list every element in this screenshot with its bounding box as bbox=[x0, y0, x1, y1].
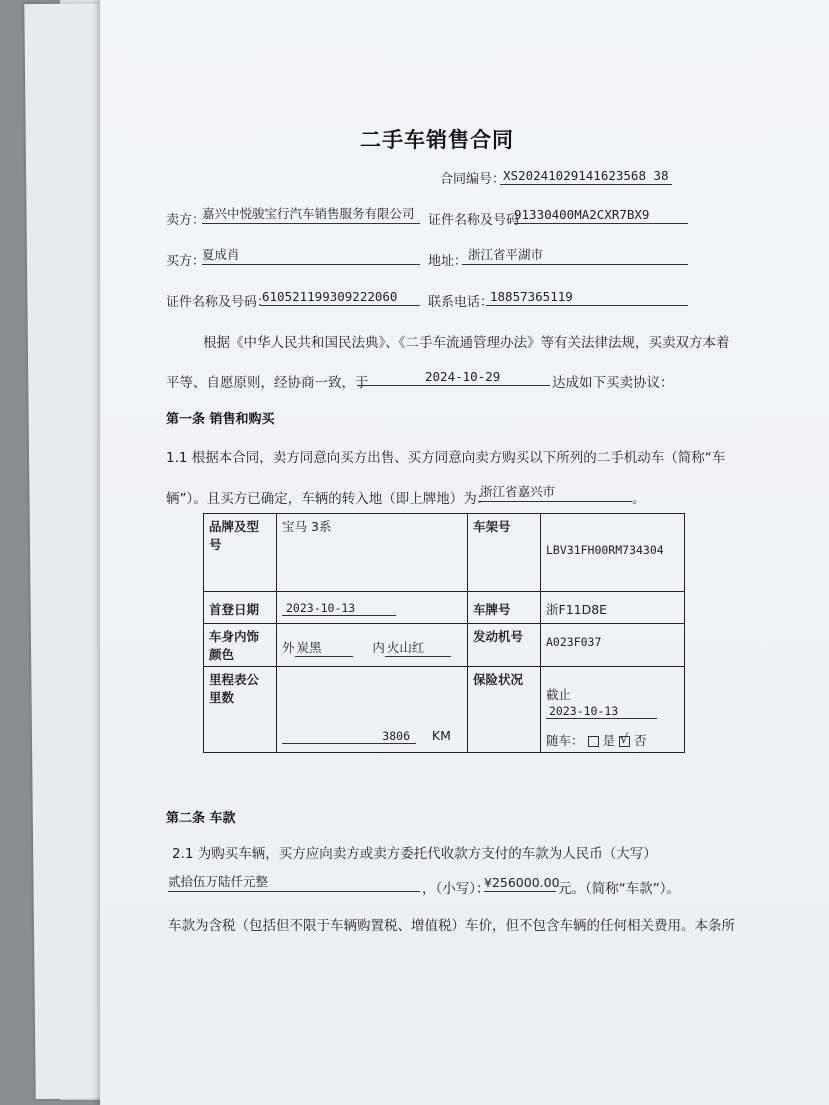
address-label: 地址： bbox=[428, 254, 468, 269]
mileage-cell bbox=[277, 667, 468, 753]
engine-cell bbox=[541, 624, 685, 667]
insurance-prefix: 截止 bbox=[546, 687, 572, 702]
engine-label-cell bbox=[468, 624, 541, 667]
amount-words-value: 贰拾伍万陆仟元整 bbox=[168, 874, 269, 889]
vin-value: LBV31FH00RM734304 bbox=[546, 543, 664, 557]
transfer-place-value: 浙江省嘉兴市 bbox=[480, 484, 556, 499]
vehicle-info-table bbox=[203, 513, 685, 753]
brand-value: 宝马 3系 bbox=[282, 519, 332, 534]
article-1-para-1: 1.1 根据本合同，卖方同意向买方出售、买方同意向卖方购买以下所列的二手机动车（简称“车 bbox=[166, 450, 726, 466]
buyer-field bbox=[202, 246, 420, 265]
buyer-value: 夏成肖 bbox=[202, 247, 240, 262]
mileage-unit: KM bbox=[431, 728, 451, 743]
address-value: 浙江省平湖市 bbox=[468, 247, 544, 262]
document-title: 二手车销售合同 bbox=[360, 128, 514, 152]
seller-cert-field bbox=[514, 205, 688, 224]
vin-label: 车架号 bbox=[473, 519, 511, 534]
no-label: 否 bbox=[633, 733, 647, 748]
amount-number-value: ¥256000.00 bbox=[484, 875, 560, 890]
seller-label: 卖方： bbox=[166, 213, 206, 228]
address-field bbox=[462, 246, 688, 265]
plate-cell bbox=[541, 592, 685, 624]
reg-cell bbox=[277, 592, 468, 624]
contract-no-field bbox=[500, 166, 672, 185]
contract-no-value: XS20241029141623568 38 bbox=[503, 168, 669, 183]
brand-label: 品牌及型号 bbox=[209, 519, 260, 552]
transfer-place-field bbox=[478, 483, 632, 502]
color-label-cell bbox=[204, 624, 277, 667]
yes-checkbox[interactable] bbox=[588, 736, 599, 747]
amount-tail-text: 元。（简称“车款”）。 bbox=[558, 881, 680, 897]
buyer-cert-field bbox=[260, 287, 420, 306]
contract-no-label: 合同编号： bbox=[440, 172, 506, 187]
yes-label: 是 bbox=[602, 733, 615, 748]
color-cell bbox=[277, 624, 468, 667]
buyer-cert-label: 证件名称及号码： bbox=[166, 295, 271, 310]
insurance-label: 保险状况 bbox=[473, 672, 524, 687]
reg-label: 首登日期 bbox=[209, 602, 260, 617]
with-car-row bbox=[546, 731, 679, 749]
phone-label: 联系电话： bbox=[428, 295, 494, 310]
brand-label-cell bbox=[204, 514, 277, 592]
agreement-date-value: 2024-10-29 bbox=[425, 369, 501, 384]
seller-cert-label: 证件名称及号码 bbox=[428, 213, 520, 228]
engine-value: A023F037 bbox=[546, 635, 602, 649]
intro-line-2b: 达成如下买卖协议： bbox=[552, 375, 674, 391]
intro-line-1: 根据《中华人民共和国民法典》、《二手车流通管理办法》等有关法律法规，买卖双方本着 bbox=[203, 335, 730, 351]
mileage-label: 里程表公里数 bbox=[209, 672, 260, 705]
amount-words-field bbox=[168, 873, 420, 892]
no-checkbox[interactable] bbox=[619, 732, 630, 747]
intro-line-2a: 平等、自愿原则，经协商一致，于 bbox=[166, 375, 369, 391]
agreement-date-field bbox=[357, 367, 550, 386]
check-mark-icon: √ bbox=[619, 732, 629, 747]
article-1-para-2b: 。 bbox=[632, 491, 646, 507]
buyer-cert-value: 610521199309222060 bbox=[262, 289, 398, 304]
insurance-label-cell bbox=[468, 667, 541, 753]
article-1-heading: 第一条 销售和购买 bbox=[166, 412, 275, 427]
interior-color-value: 火山红 bbox=[385, 638, 451, 657]
engine-label: 发动机号 bbox=[473, 629, 524, 644]
phone-field bbox=[486, 287, 688, 306]
reg-date-value: 2023-10-13 bbox=[282, 601, 396, 616]
interior-prefix: 内 bbox=[372, 640, 385, 655]
article-1-para-2a: 辆”）。且买方已确定，车辆的转入地（即上牌地）为： bbox=[166, 491, 491, 507]
insurance-date-value: 2023-10-13 bbox=[546, 704, 657, 719]
amount-mid-text: ，（小写）： bbox=[422, 881, 490, 897]
mileage-label-cell bbox=[204, 667, 277, 753]
vin-cell bbox=[541, 514, 685, 592]
article-2-para-1: 2.1 为购买车辆，买方应向卖方或卖方委托代收款方支付的车款为人民币（大写） bbox=[172, 846, 657, 862]
mileage-underline bbox=[282, 728, 416, 744]
insurance-cell bbox=[541, 667, 685, 753]
phone-value: 18857365119 bbox=[490, 289, 573, 304]
article-2-heading: 第二条 车款 bbox=[166, 811, 236, 826]
with-car-label: 随车： bbox=[546, 733, 584, 748]
amount-number-field bbox=[484, 873, 560, 892]
exterior-prefix: 外 bbox=[282, 640, 295, 655]
plate-label: 车牌号 bbox=[473, 602, 511, 617]
seller-cert-value: 91330400MA2CXR7BX9 bbox=[514, 207, 650, 222]
brand-cell bbox=[277, 514, 468, 592]
color-label: 车身内饰颜色 bbox=[209, 629, 260, 662]
plate-label-cell bbox=[468, 592, 541, 624]
mileage-value: 3806 bbox=[382, 729, 410, 743]
plate-value: 浙F11D8E bbox=[546, 602, 608, 617]
exterior-color-value: 炭黑 bbox=[295, 638, 353, 657]
reg-label-cell bbox=[204, 592, 277, 624]
seller-value: 嘉兴中悦骏宝行汽车销售服务有限公司 bbox=[202, 206, 415, 221]
vin-label-cell bbox=[468, 514, 541, 592]
article-2-para-3: 车款为含税（包括但不限于车辆购置税、增值税）车价，但不包含车辆的任何相关费用。本条所 bbox=[168, 918, 735, 934]
seller-field bbox=[202, 205, 420, 224]
buyer-label: 买方： bbox=[166, 254, 206, 269]
